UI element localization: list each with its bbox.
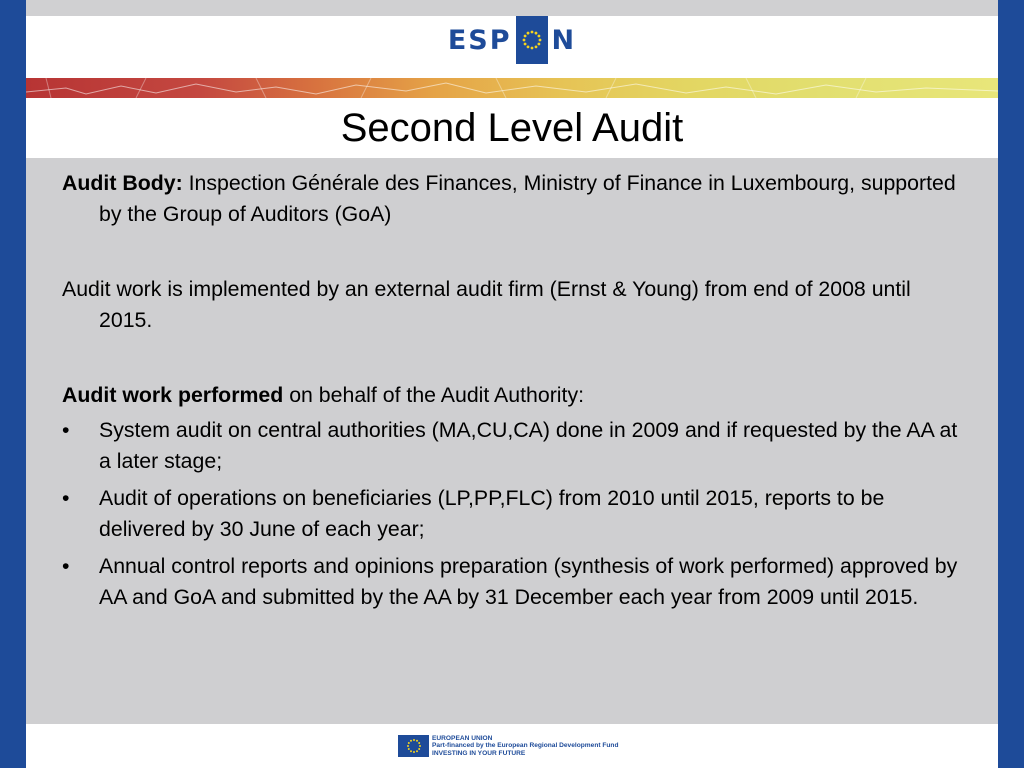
audit-work-paragraph xyxy=(62,380,962,411)
list-item-text: Audit of operations on beneficiaries (LP,PP,FLC) from 2010 until 2015, reports to be delivered by 30 June of each year; xyxy=(99,486,885,541)
star-icon xyxy=(534,32,537,35)
list-item xyxy=(62,415,962,477)
star-icon xyxy=(523,35,526,38)
eu-star-circle-icon xyxy=(516,16,548,64)
audit-firm-paragraph: Audit work is implemented by an external audit firm (Ernst & Young) from end of 2008 until 2015. xyxy=(62,277,911,332)
slide-body xyxy=(62,168,962,619)
star-icon xyxy=(407,742,409,744)
star-icon xyxy=(523,43,526,46)
star-icon xyxy=(413,739,415,741)
list-item xyxy=(62,483,962,545)
audit-body-label: Audit Body: xyxy=(62,171,183,195)
star-icon xyxy=(419,745,421,747)
bullet-icon: • xyxy=(62,486,70,510)
star-icon xyxy=(537,35,540,38)
star-icon xyxy=(530,47,533,50)
left-frame-border xyxy=(0,0,26,768)
star-icon xyxy=(526,46,529,49)
star-icon xyxy=(410,750,412,752)
star-icon xyxy=(416,740,418,742)
audit-work-text: on behalf of the Audit Authority: xyxy=(283,383,585,407)
star-icon xyxy=(526,32,529,35)
star-icon xyxy=(407,745,409,747)
map-banner xyxy=(26,78,998,98)
eu-funding-text xyxy=(432,735,618,757)
star-icon xyxy=(418,742,420,744)
star-icon xyxy=(538,39,541,42)
eu-line-3: INVESTING IN YOUR FUTURE xyxy=(432,749,526,757)
logo-text-left: ESP xyxy=(447,24,512,56)
list-item-text: Annual control reports and opinions preparation (synthesis of work performed) approved by AA and GoA and submitted by the AA by 31 December each year from 2009 until 2015. xyxy=(99,554,958,609)
eu-line-2: Part-financed by the European Regional Development Fund xyxy=(432,742,619,750)
star-icon xyxy=(418,748,420,750)
logo-container xyxy=(0,16,1024,64)
star-icon xyxy=(537,43,540,46)
list-item xyxy=(62,551,962,613)
title-area xyxy=(26,98,998,158)
audit-body-text: Inspection Générale des Finances, Ministry of Finance in Luxembourg, supported by the Group of Auditors (GoA) xyxy=(99,171,956,226)
star-icon xyxy=(530,31,533,34)
bullet-icon: • xyxy=(62,418,70,442)
eu-line-1: EUROPEAN UNION xyxy=(432,735,493,742)
espon-logo xyxy=(448,16,576,64)
star-icon xyxy=(522,39,525,42)
star-icon xyxy=(413,751,415,753)
slide-title: Second Level Audit xyxy=(340,105,684,150)
right-frame-border xyxy=(998,0,1024,768)
map-outline-icon xyxy=(26,78,998,98)
star-icon xyxy=(407,748,409,750)
star-icon xyxy=(410,740,412,742)
audit-work-list xyxy=(62,415,962,613)
top-strip xyxy=(26,0,998,16)
logo-text-right: N xyxy=(551,24,577,56)
eu-flag-icon xyxy=(398,735,429,757)
list-item-text: System audit on central authorities (MA,CU,CA) done in 2009 and if requested by the AA at a later stage; xyxy=(99,418,958,473)
eu-funding-logo xyxy=(398,735,618,757)
star-icon xyxy=(416,750,418,752)
audit-body-paragraph xyxy=(62,168,962,230)
audit-work-label: Audit work performed xyxy=(62,383,284,407)
star-icon xyxy=(534,46,537,49)
bullet-icon: • xyxy=(62,554,70,578)
